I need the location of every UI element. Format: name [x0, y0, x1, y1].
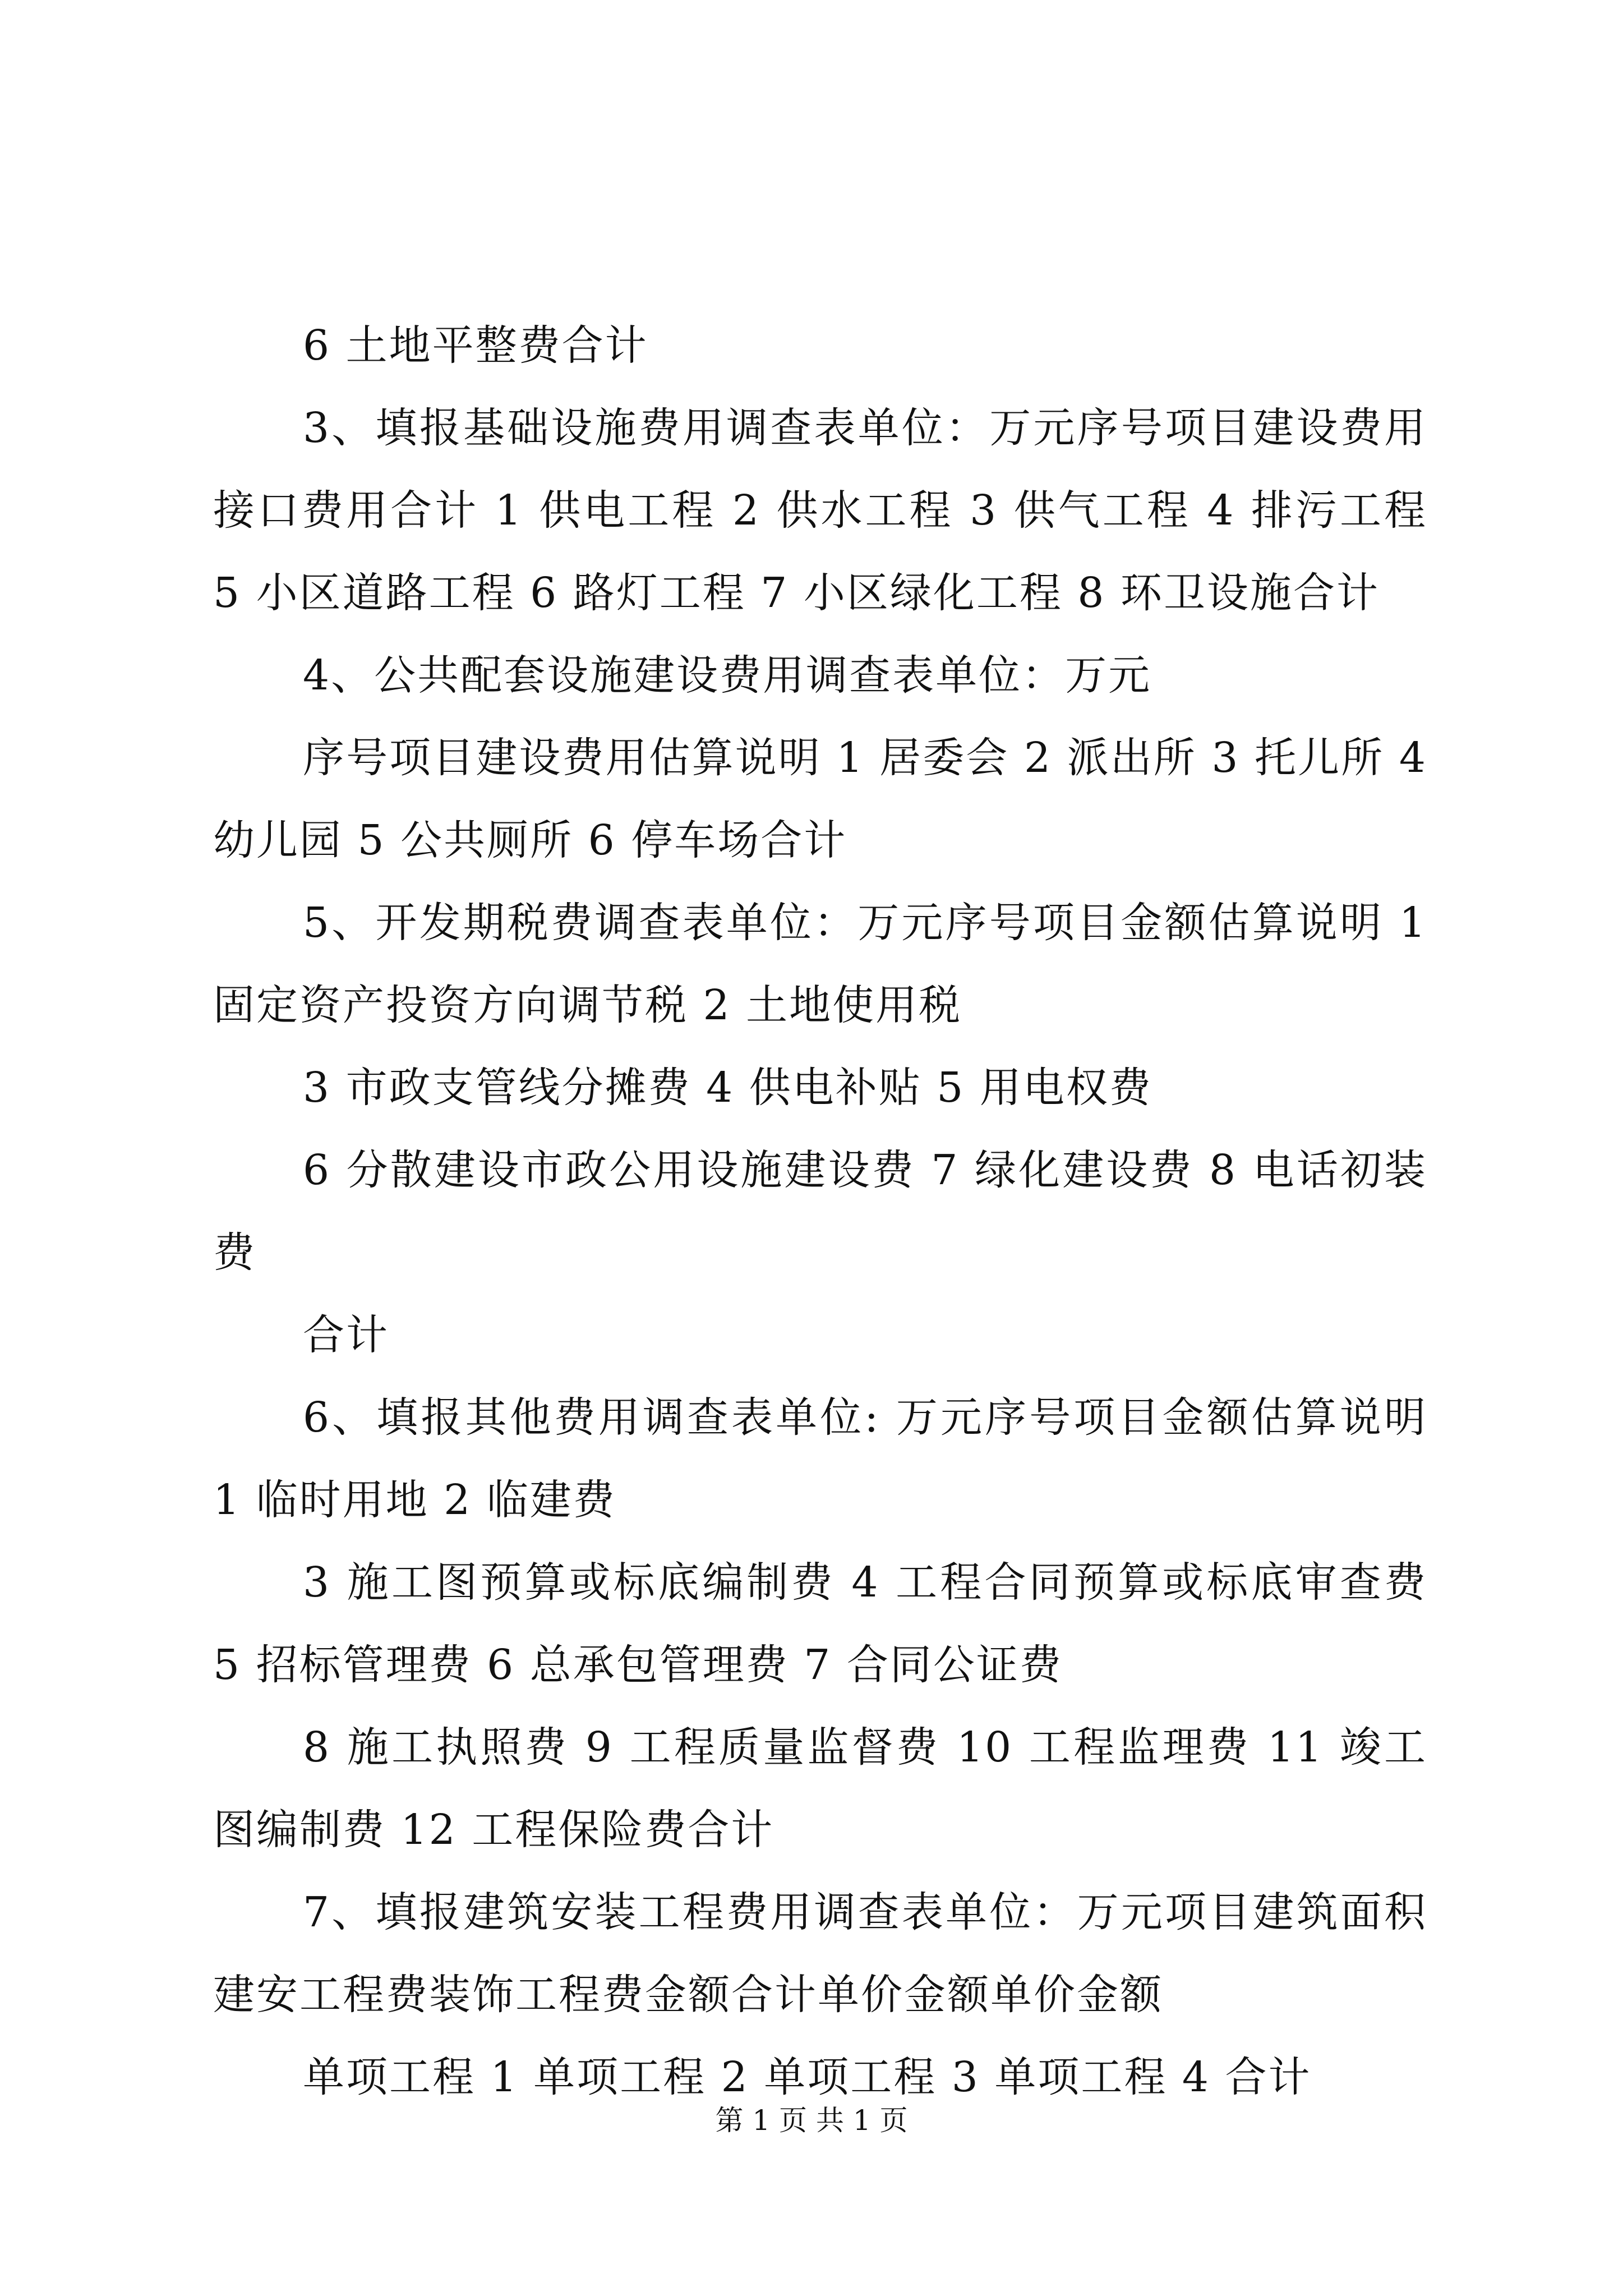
paragraph: 6 分散建设市政公用设施建设费 7 绿化建设费 8 电话初装费	[213, 1146, 1427, 1277]
page-number-footer: 第 1 页 共 1 页	[715, 2104, 908, 2137]
paragraph: 3 市政支管线分摊费 4 供电补贴 5 用电权费	[303, 1064, 1152, 1112]
paragraph: 序号项目建设费用估算说明 1 居委会 2 派出所 3 托儿所 4 幼儿园 5 公共厕所 6 停车场合计	[213, 734, 1427, 864]
paragraph: 5、开发期税费调查表单位：万元序号项目金额估算说明 1 固定资产投资方向调节税 2 土地使用税	[213, 899, 1427, 1029]
paragraph: 6、填报其他费用调查表单位: 万元序号项目金额估算说明 1 临时用地 2 临建费	[213, 1393, 1427, 1524]
paragraph: 7、填报建筑安装工程费用调查表单位：万元项目建筑面积建安工程费装饰工程费金额合计单价金额单价金额	[213, 1888, 1427, 2019]
document-body	[213, 305, 1427, 2119]
paragraph: 8 施工执照费 9 工程质量监督费 10 工程监理费 11 竣工图编制费 12 工程保险费合计	[213, 1723, 1427, 1854]
paragraph: 3 施工图预算或标底编制费 4 工程合同预算或标底审查费 5 招标管理费 6 总承包管理费 7 合同公证费	[213, 1558, 1427, 1689]
paragraph: 4、公共配套设施建设费用调查表单位：万元	[303, 651, 1152, 700]
paragraph: 6 土地平整费合计	[303, 321, 648, 370]
paragraph: 合计	[303, 1311, 389, 1359]
paragraph: 单项工程 1 单项工程 2 单项工程 3 单项工程 4 合计	[303, 2053, 1312, 2101]
paragraph: 3、填报基础设施费用调查表单位：万元序号项目建设费用接口费用合计 1 供电工程 2 供水工程 3 供气工程 4 排污工程 5 小区道路工程 6 路灯工程 7 小区绿化工程 8 环卫设施合计	[213, 404, 1427, 617]
